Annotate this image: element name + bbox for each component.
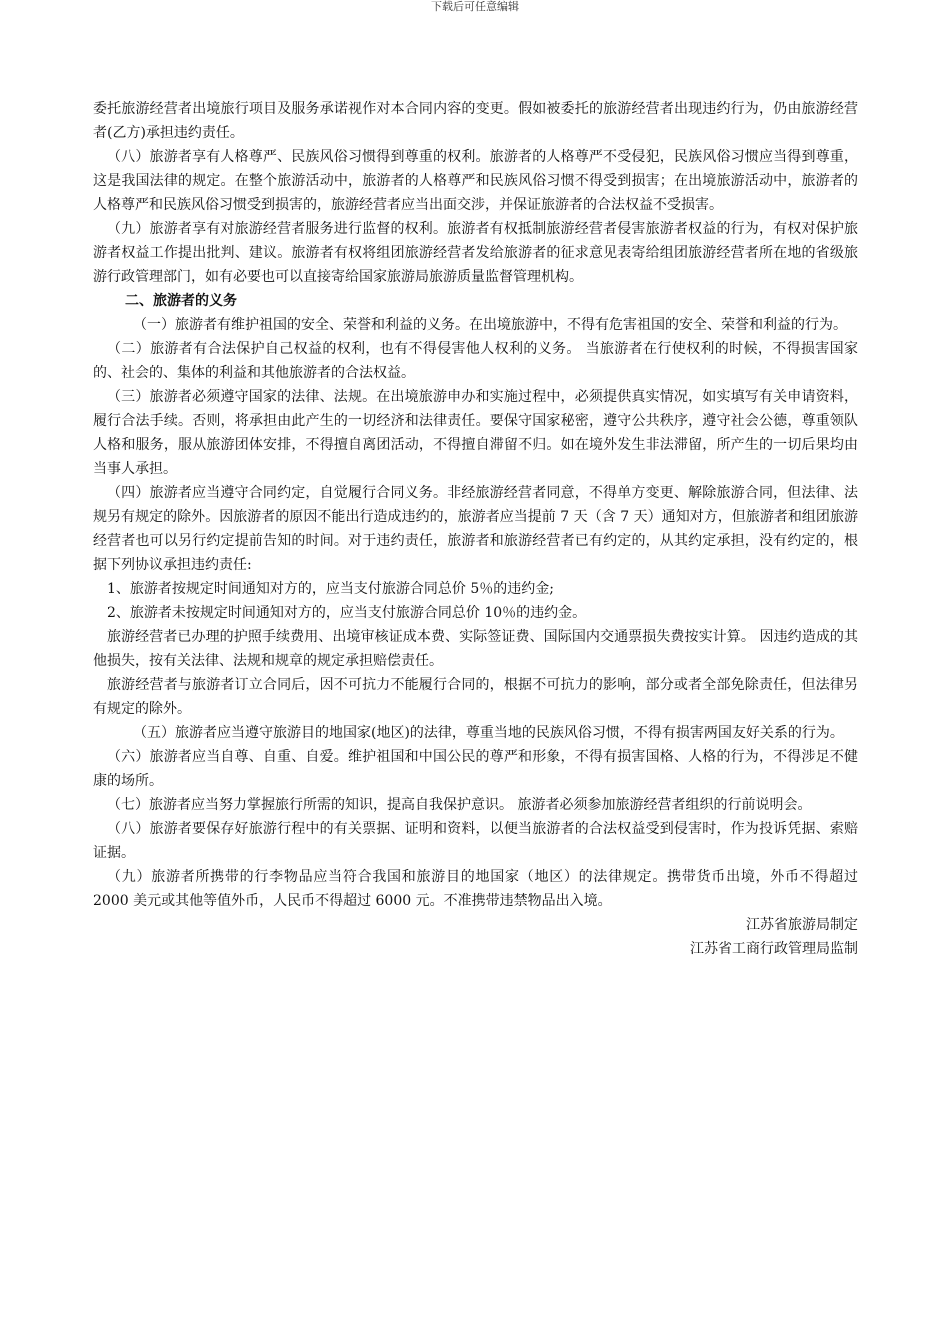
list-item: 1、旅游者按规定时间通知对方的，应当支付旅游合同总价 5％的违约金;	[107, 581, 554, 597]
paragraph: 旅游经营者已办理的护照手续费用、出境审核证成本费、实际签证费、国际国内交通票损失费按实计算。 因违约造成的其他损失，按有关法律、法规和规章的规定承担赔偿责任。	[93, 629, 858, 669]
document-body	[93, 97, 858, 961]
paragraph: （四）旅游者应当遵守合同约定，自觉履行合同义务。非经旅游经营者同意，不得单方变更、解除旅游合同，但法律、法规另有规定的除外。因旅游者的原因不能出行造成违约的，旅游者应当提前 7 天（含 7 天）通知对方，但旅游者和组团旅游经营者也可以另行约定提前告知的时间。对于违约责任，旅游者和旅游经营者已有约定的，从其约定承担，没有约定的，根据下列协议承担违约责任:	[93, 485, 858, 573]
list-item: 2、旅游者未按规定时间通知对方的，应当支付旅游合同总价 10％的违约金。	[107, 605, 587, 621]
paragraph: （三）旅游者必须遵守国家的法律、法规。在出境旅游申办和实施过程中，必须提供真实情况，如实填写有关申请资料，履行合法手续。否则，将承担由此产生的一切经济和法律责任。要保守国家秘密，遵守公共秩序，遵守社会公德，尊重领队人格和服务，服从旅游团体安排，不得擅自离团活动，不得擅自滞留不归。如在境外发生非法滞留，所产生的一切后果均由当事人承担。	[93, 389, 858, 477]
paragraph: （一）旅游者有维护祖国的安全、荣誉和利益的义务。在出境旅游中，不得有危害祖国的安全、荣誉和利益的行为。	[133, 317, 847, 333]
section-heading: 二、旅游者的义务	[125, 293, 237, 309]
signature-maker: 江苏省旅游局制定	[746, 917, 858, 933]
paragraph: （二）旅游者有合法保护自己权益的权利，也有不得侵害他人权利的义务。 当旅游者在行使权利的时候，不得损害国家的、社会的、集体的利益和其他旅游者的合法权益。	[93, 341, 858, 381]
paragraph: （九）旅游者享有对旅游经营者服务进行监督的权利。旅游者有权抵制旅游经营者侵害旅游者权益的行为，有权对保护旅游者权益工作提出批判、建议。旅游者有权将组团旅游经营者发给旅游者的征求意见表寄给组团旅游经营者所在地的省级旅游行政管理部门，如有必要也可以直接寄给国家旅游局旅游质量监督管理机构。	[93, 221, 858, 285]
paragraph: 委托旅游经营者出境旅行项目及服务承诺视作对本合同内容的变更。假如被委托的旅游经营者出现违约行为，仍由旅游经营者(乙方)承担违约责任。	[93, 101, 858, 141]
paragraph: （八）旅游者享有人格尊严、民族风俗习惯得到尊重的权利。旅游者的人格尊严不受侵犯，民族风俗习惯应当得到尊重，这是我国法律的规定。在整个旅游活动中，旅游者的人格尊严和民族风俗习惯不得受到损害；在出境旅游活动中，旅游者的人格尊严和民族风俗习惯受到损害的，旅游经营者应当出面交涉，并保证旅游者的合法权益不受损害。	[93, 149, 858, 213]
paragraph: （五）旅游者应当遵守旅游目的地国家(地区)的法律，尊重当地的民族风俗习惯，不得有损害两国友好关系的行为。	[133, 725, 844, 741]
paragraph: （九）旅游者所携带的行李物品应当符合我国和旅游目的地国家（地区）的法律规定。携带货币出境，外币不得超过 2000 美元或其他等值外币，人民币不得超过 6000 元。不准携带违禁物品出入境。	[93, 869, 858, 909]
paragraph: （六）旅游者应当自尊、自重、自爱。维护祖国和中国公民的尊严和形象，不得有损害国格、人格的行为，不得涉足不健康的场所。	[93, 749, 858, 789]
signature-supervisor: 江苏省工商行政管理局监制	[690, 941, 858, 957]
paragraph: （七）旅游者应当努力掌握旅行所需的知识，提高自我保护意识。 旅游者必须参加旅游经营者组织的行前说明会。	[107, 797, 812, 813]
page-header: 下载后可任意编辑	[431, 0, 519, 13]
paragraph: 旅游经营者与旅游者订立合同后，因不可抗力不能履行合同的，根据不可抗力的影响，部分或者全部免除责任，但法律另有规定的除外。	[93, 677, 858, 717]
paragraph: （八）旅游者要保存好旅游行程中的有关票据、证明和资料，以便当旅游者的合法权益受到侵害时，作为投诉凭据、索赔证据。	[93, 821, 858, 861]
